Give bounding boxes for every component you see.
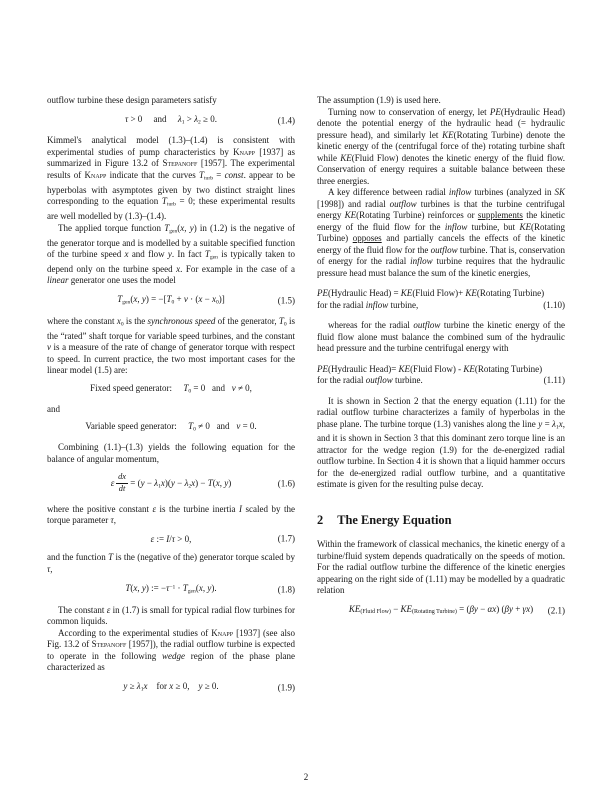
fixed-speed-generator-case: Fixed speed generator: $T_0 = 0$ and ν ≠ 0, [90, 382, 252, 395]
paragraph-whereas-outflow: whereas for the radial outflow turbine the kinetic energy of the fluid flow alone must balance the combined sum of the hydraulic head pressure and the turbine centrifugal energy with [317, 320, 566, 353]
paragraph-constant-small: The constant ε in (1.7) is small for typical radial flow turbines for common liquids. [47, 604, 295, 627]
paragraph-where-constant: where the constant $x_0$ is the synchronous speed of the generator, $T_0$ is the “rated” shaft torque for variable speed turbines, and the constant ν is a measure of the rate of change of generator torque with respect to speed. In current practice, the two most important cases for the linear model (1.5) are: [47, 315, 295, 376]
section-number: 2 [317, 512, 324, 527]
equation-line-2: for the radial inflow turbine, [317, 299, 419, 310]
paragraph-kimmel-model: Kimmel's analytical model (1.3)–(1.4) is consistent with experimental studies of pump characteristics by Knapp [1937] as summarized in Figure 13.2 of Stepanoff [1957]. The experimental results of Knapp indicate that the curves $T_{turb}$ = const. appear to be hyperbolas with asymptotes given by two distinct straight lines corresponding to the equation $T_{turb} = 0$; these experimental results are well modelled by (1.3)–(1.4). [47, 135, 296, 222]
section-title: The Energy Equation [337, 512, 452, 527]
two-column-layout [47, 95, 565, 702]
paragraph-applied-torque: The applied torque function $T_{gen}(x$, y) in (1.2) is the negative of the generator torque and is modelled by a suitable specified function of the turbine speed x and flow y. In fact $T_{gen}$ is typically taken to depend only on the turbine speed x. For example in the case of a linear generator one uses the model [47, 222, 295, 286]
paragraph-and-function: and the function T is the (negative of the) generator torque scaled by τ, [47, 552, 295, 574]
equation-number: (2.1) [547, 605, 565, 616]
paragraph-combining: Combining (1.1)–(1.3) yields the following equation for the balance of angular momentum, [47, 442, 295, 464]
equation-1-5 [47, 294, 295, 309]
equation-1-4 [47, 114, 295, 129]
equation-line-1: PE(Hydraulic Head) = KE(Fluid Flow)+ KE(Rotating Turbine) [317, 288, 545, 298]
equation-line-2: for the radial outflow turbine. [317, 375, 423, 385]
equation-body: $T_{gen}(x$, $y) = -[T_0 + \nu \cdot (x - x_0)]$ [117, 293, 225, 306]
paragraph-turning-conservation: Turning now to conservation of energy, let PE(Hydraulic Head) denote the potential energy of the hydraulic head (= hydraulic pressure head), and similarly let KE(Rotating Turbine) denote the kinetic energy of the (centrifugal force of the) rotating turbine shaft while KE(Fluid Flow) denotes the kinetic energy of the fluid flow. Conservation of energy requires a suitable balance between these three energies. [317, 106, 565, 186]
equation-line-1: PE(Hydraulic Head)= KE(Fluid Flow) - KE(Rotating Turbine) [317, 363, 543, 374]
variable-speed-generator-case: Variable speed generator: $T_0 \ne 0$ and ν = 0. [85, 421, 257, 433]
equation-body: ε $\frac{dx}{dt}$ = $(y - \lambda_1x)(y - \lambda_2x) - T(x$, y) [110, 472, 232, 493]
equation-number: (1.4) [277, 115, 295, 126]
paragraph-shown-sections: It is shown in Section 2 that the energy equation (1.11) for the radial outflow turbine characterizes a family of hyperbolas in the phase plane. The turbine torque (1.3) vanishes along the line $y = \lambda_1x$, and it is shown in Section 3 that this dominant zero torque line is an attractor for the wedge region (1.9) for the de-energized radial outflow turbine. In Section 4 it is shown that a liquid hammer occurs for the de-energized radial outflow turbine, and a quantitative estimate is given for the resulting pulse decay. [317, 395, 565, 490]
equation-number: (1.7) [277, 533, 295, 544]
paragraph-where-positive: where the positive constant ε is the turbine inertia I scaled by the torque parameter τ, [47, 503, 295, 526]
and-connector: and [47, 403, 60, 414]
paragraph-assumption: The assumption (1.9) is used here. [317, 95, 441, 105]
equation-body: KE(Fluid Flow) − KE(Rotating Turbine) = (βy − αx) (βy + γx) [348, 603, 534, 615]
page-number: 2 [303, 771, 309, 782]
equation-2-1 [317, 604, 565, 619]
equation-1-11 [317, 364, 565, 387]
equation-body: ε := I/τ > 0, [150, 533, 192, 544]
equation-number: (1.11) [543, 375, 565, 385]
right-column [317, 95, 565, 702]
paragraph-continuation: outflow turbine these design parameters satisfy [47, 95, 217, 105]
equation-1-8 [47, 582, 295, 597]
equation-body: T(x, y) := $-\tau^{-1} \cdot T_{gen}(x$, y). [125, 582, 217, 595]
equation-number: (1.8) [277, 584, 295, 595]
paragraph-according-knapp: According to the experimental studies of Knapp [1937] (see also Fig. 13.2 of Stepanoff [1957]), the radial outflow turbine is expected to operate in the following wedge region of the phase plane characterized as [47, 627, 295, 673]
equation-number: (1.5) [277, 295, 295, 306]
left-column [47, 95, 295, 702]
equation-number: (1.6) [277, 478, 295, 489]
equation-body: τ > 0 and $\lambda_1 > \lambda_2 \ge 0$. [125, 113, 217, 125]
equation-number: (1.10) [543, 299, 565, 310]
equation-1-6 [47, 474, 295, 495]
equation-1-9 [47, 681, 295, 696]
equation-number: (1.9) [277, 682, 295, 693]
equation-1-7 [47, 534, 295, 546]
paragraph-key-difference: A key difference between radial inflow turbines (analyzed in SK [1998]) and radial outflow turbines is that the turbine centrifugal energy KE(Rotating Turbine) reinforces or supplements the kinetic energy of the fluid flow for the inflow turbine, but KE(Rotating Turbine) opposes and partially cancels the effects of the kinetic energy of the fluid flow for the outflow turbine. That is, conservation of energy for the radial inflow turbine requires that the hydraulic pressure head must balance the sum of the kinetic energies, [317, 187, 566, 278]
section-heading [317, 513, 565, 529]
equation-1-10 [317, 288, 565, 311]
paragraph-within-framework: Within the framework of classical mechanics, the kinetic energy of a turbine/fluid system depends quadratically on the speeds of motion. For the radial outflow turbine the difference of the kinetic energies appearing on the right side of (1.11) may be modelled by a quadratic relation [317, 539, 565, 596]
equation-body: $y \ge \lambda_1x$ for x ≥ 0, y ≥ 0. [123, 680, 219, 692]
